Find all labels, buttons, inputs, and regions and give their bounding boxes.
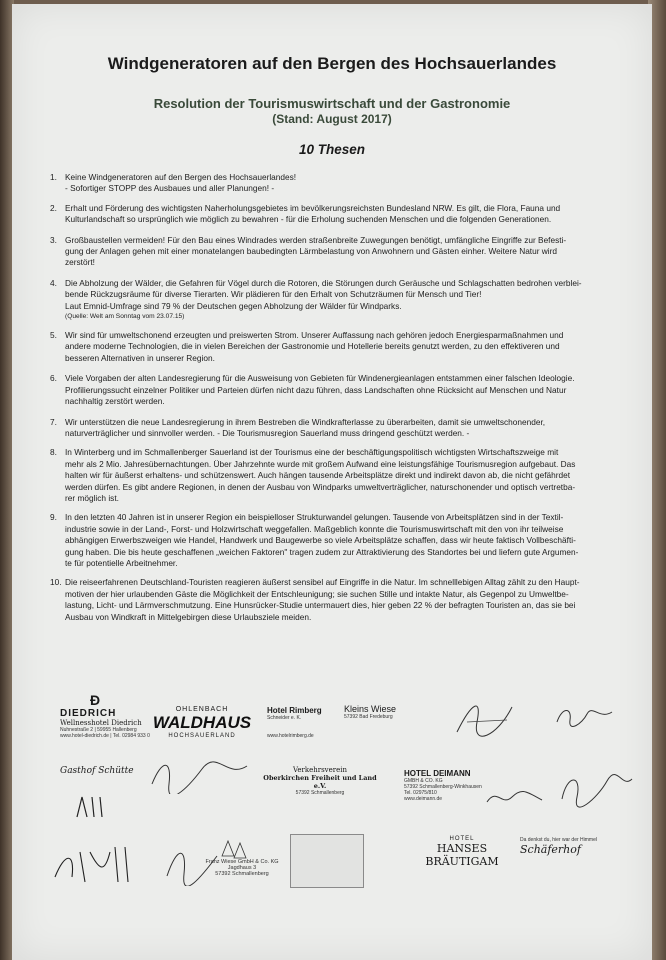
thesis-line: mehr als 2 Mio. Jahresübernachtungen. Über Jahrzehnte wurde mit großem Aufwand eine leistungsfähige Tourismusregion aufgebaut. Das [65, 458, 576, 469]
diedrich-sub: Wellnesshotel Diedrich [60, 719, 142, 727]
thesis-line: Die reiseerfahrenen Deutschland-Touristen reagieren äußerst sensibel auf Eingriffe in die Natur. Im schnelllebigen Alltag zählt zu den Haupt- [65, 577, 580, 588]
thesis-number: 5. [50, 330, 57, 341]
diedrich-mark-icon: Ð [90, 692, 101, 708]
thesis-line: Keine Windgeneratoren auf den Bergen des Hochsauerlandes! [65, 172, 297, 182]
thesis-line: Ausbau von Windkraft in Mittelgebirgen diese Urlaubsziele meiden. [65, 611, 312, 622]
signature-scribble [482, 782, 552, 812]
thesis-number: 8. [50, 447, 57, 458]
thesis-line: Viele Vorgaben der alten Landesregierung für die Ausweisung von Gebieten für Windenergieanlagen entstammen einer falschen Ideologie. [65, 373, 575, 384]
rimberg-name: Hotel Rimberg [267, 706, 322, 715]
thesis-line: rer möglich ist. [65, 492, 119, 503]
thesis-item [50, 512, 632, 569]
kleins-name: Kleins Wiese [344, 704, 397, 714]
thesis-number: 10. [50, 577, 62, 588]
signature-logo-area [12, 674, 652, 960]
document-date: (Stand: August 2017) [272, 112, 392, 126]
verkehrsverein-name: Oberkirchen Freiheit und Land e.V. [263, 774, 377, 790]
theses-heading: 10 Thesen [298, 142, 366, 157]
thesis-number: 6. [50, 373, 57, 384]
logo-verkehrsverein [260, 766, 380, 796]
thesis-line: In den letzten 40 Jahren ist in unserer Region ein beispielloser Strukturwandel gelungen. Tausende von Arbeitsplätzen sind in der Textil- [65, 512, 564, 523]
signature-scribble [147, 754, 257, 794]
deimann-web: www.deimann.de [404, 796, 443, 802]
wiese-address: Jagdhaus 3 [227, 865, 257, 871]
verkehrsverein-label: Verkehrsverein [292, 766, 348, 774]
thesis-line: gung haben. Die bis heute geschaffenen „weichen Faktoren" tragen zudem zur Attraktivierung des Standortes bei und liefern gute Argumen- [65, 546, 579, 557]
thesis-line: Wir sind für umweltschonend erzeugten und preiswerten Strom. Unserer Auffassung nach gehören jedoch Energiesparmaßnahmen und [65, 330, 564, 341]
signature-scribble [452, 692, 522, 742]
signature-scribble [557, 769, 637, 809]
theses-list [50, 172, 632, 623]
thesis-line: Kulturlandschaft so ursprünglich wie möglich zu bewahren - für die Erholung suchenden Menschen und die folgenden Generationen. [65, 214, 552, 225]
diedrich-address: Nuhnestraße 2 | 59955 Hallenberg [60, 727, 137, 733]
thesis-item [50, 417, 632, 440]
thesis-number: 4. [50, 277, 57, 288]
deimann-address: 57392 Schmallenberg-Winkhausen [404, 784, 482, 790]
waldhaus-name: WALDHAUS [152, 713, 252, 732]
thesis-line: werden dürfen. Es gibt andere Regionen, in denen der Ausbau von Windparks umweltverträglicher, naturschonender und optisch vertretba- [65, 481, 576, 492]
logo-hanses-braeutigam [417, 836, 507, 868]
deimann-name: HOTEL DEIMANN [404, 769, 471, 778]
thesis-number: 9. [50, 512, 57, 523]
stamp-box [290, 834, 364, 888]
wiese-name: Franz Wiese GmbH & Co. KG [205, 859, 279, 865]
deimann-tel: Tel. 02975/810 [404, 790, 437, 796]
signature-scribble [72, 792, 122, 822]
signature-scribble [50, 842, 145, 887]
verkehrsverein-address: 57392 Schmallenberg [295, 790, 345, 796]
thesis-number: 7. [50, 416, 57, 427]
thesis-line: besseren Alternativen in unserer Region. [65, 352, 215, 363]
thesis-line: gung der Anlagen gehen mit einer monatelangen baubedingten Lärmbelastung von Anwohnern und Gästen einher. Weitere Natur wird [65, 246, 558, 257]
thesis-number: 1. [50, 172, 57, 182]
logo-schaeferhof [520, 837, 620, 856]
thesis-item [50, 172, 632, 195]
logo-franz-wiese [192, 859, 292, 877]
thesis-line: Großbaustellen vermeiden! Für den Bau eines Windrades werden straßenbreite Zuwegungen benötigt, umfängliche Eingriffe zur Befesti- [65, 234, 567, 245]
document-subtitle: Resolution der Tourismuswirtschaft und der Gastronomie [153, 96, 511, 111]
hanses-name2: BRÄUTIGAM [425, 855, 499, 868]
logo-kleins-wiese [344, 704, 424, 720]
thesis-line: In Winterberg und im Schmallenberger Sauerland ist der Tourismus eine der beschäftigungspolitisch wichtigsten Wirtschaftszweige mit [65, 447, 559, 458]
thesis-line: motiven der hier urlaubenden Gäste die Möglichkeit der Entschleunigung; sie suchen Stille und intakte Natur, als Gegenpol zu Umweltbe- [65, 588, 569, 599]
document-title: Windgeneratoren auf den Bergen des Hochsauerlandes [107, 54, 557, 73]
thesis-line: lastung, Licht- und Lärmverschmutzung. Eine Hunsrücker-Studie untermauert dies, hier geben 22 % der befragten Touristen an, das sie bei [65, 600, 576, 611]
thesis-line: zerstört! [65, 257, 95, 268]
thesis-line: Wir unterstützen die neue Landesregierung in ihrem Bestreben die Windkrafterlasse zu überarbeiten, damit sie umweltschonender, [65, 416, 546, 427]
thesis-line: halten wir für äußerst erhaltens- und schützenswert. Auch hängen tausende Arbeitsplätze direkt und indirekt davon ab, die nicht gefährdet [65, 470, 571, 481]
thesis-line: te für potentielle Arbeitnehmer. [65, 557, 178, 568]
thesis-line: - Sofortiger STOPP des Ausbaues und aller Planungen! - [65, 183, 275, 194]
deimann-sub: GMBH & CO. KG [404, 778, 443, 784]
thesis-item [50, 278, 632, 322]
logo-hotel-deimann [404, 769, 494, 802]
thesis-line: andere moderne Technologien, die in vielen Bereichen der Gastronomie und Hotellerie bereits genutzt werden, zu den effektiveren und [65, 341, 560, 352]
rimberg-sub: Schneider e. K. [267, 715, 302, 721]
thesis-line: Profilierungssucht einzelner Politiker und Parteien dürfen nicht dazu führen, dass Landschaften ohne Rücksicht auf Menschen und Natur [65, 384, 567, 395]
thesis-line: Erhalt und Förderung des wichtigsten Naherholungsgebietes im bevölkerungsreichsten Bundesland NRW. Es gilt, die Flora, Fauna und [65, 202, 561, 213]
thesis-line: bende Rückzugsräume für diverse Tierarten. Wir plädieren für den Erhalt von Schutzräumen für Mensch und Tier! [65, 289, 482, 300]
diedrich-web: www.hotel-diedrich.de | Tel. 02984 933 0 [60, 733, 150, 739]
schaefer-text: Da denkst du, hier war der Himmel [520, 837, 597, 843]
thesis-line: nachhaltig zerstört werden. [65, 396, 165, 407]
document-page [12, 4, 652, 960]
thesis-item [50, 330, 632, 364]
thesis-line: naturverträglicher und sinnvoller werden. - Die Tourismusregion Sauerland muss dringend geschützt werden. - [65, 427, 470, 438]
schaefer-name: Schäferhof [520, 843, 581, 856]
waldhaus-top: OHLENBACH [175, 706, 229, 713]
thesis-item [50, 447, 632, 504]
logo-gasthof-schuette [60, 766, 140, 776]
thesis-line: Laut Emnid-Umfrage sind 79 % der Deutschen gegen Abholzung der Wälder für Windparks. [65, 300, 402, 311]
gasthof-name: Gasthof Schütte [60, 766, 134, 776]
thesis-item [50, 577, 632, 623]
thesis-item [50, 235, 632, 269]
thesis-line: Die Abholzung der Wälder, die Gefahren für Vögel durch die Rotoren, die Störungen durch Geräusche und Schlagschatten bedrohen verblei- [65, 277, 582, 288]
hanses-name: HANSES [436, 842, 488, 855]
diedrich-name: DIEDRICH [60, 708, 117, 719]
thesis-line: industrie sowie in der Land-, Forst- und Holzwirtschaft weggefallen. Maßgeblich konnte die Tourismuswirtschaft mit den von ihr teilweise [65, 523, 564, 534]
signature-scribble [552, 702, 622, 732]
hanses-top: HOTEL [449, 836, 475, 842]
logo-hotel-diedrich [60, 692, 150, 739]
thesis-item [50, 373, 632, 407]
wiese-city: 57392 Schmallenberg [215, 871, 269, 877]
thesis-source: (Quelle: Welt am Sonntag vom 23.07.15) [65, 313, 185, 321]
thesis-number: 3. [50, 234, 57, 245]
waldhaus-sub: HOCHSAUERLAND [168, 733, 236, 739]
rimberg-web: www.hotelrimberg.de [267, 733, 314, 739]
thesis-item [50, 203, 632, 226]
thesis-line: abhängigen Erwerbszweigen wie Handel, Handwerk und Baugewerbe so viele Arbeitsplätze schaffen, dass wir heute faktisch Vollbeschäfti- [65, 535, 576, 546]
kleins-address: 57392 Bad Fredeburg [344, 714, 393, 720]
logo-waldhaus [152, 706, 252, 739]
thesis-number: 2. [50, 202, 57, 213]
